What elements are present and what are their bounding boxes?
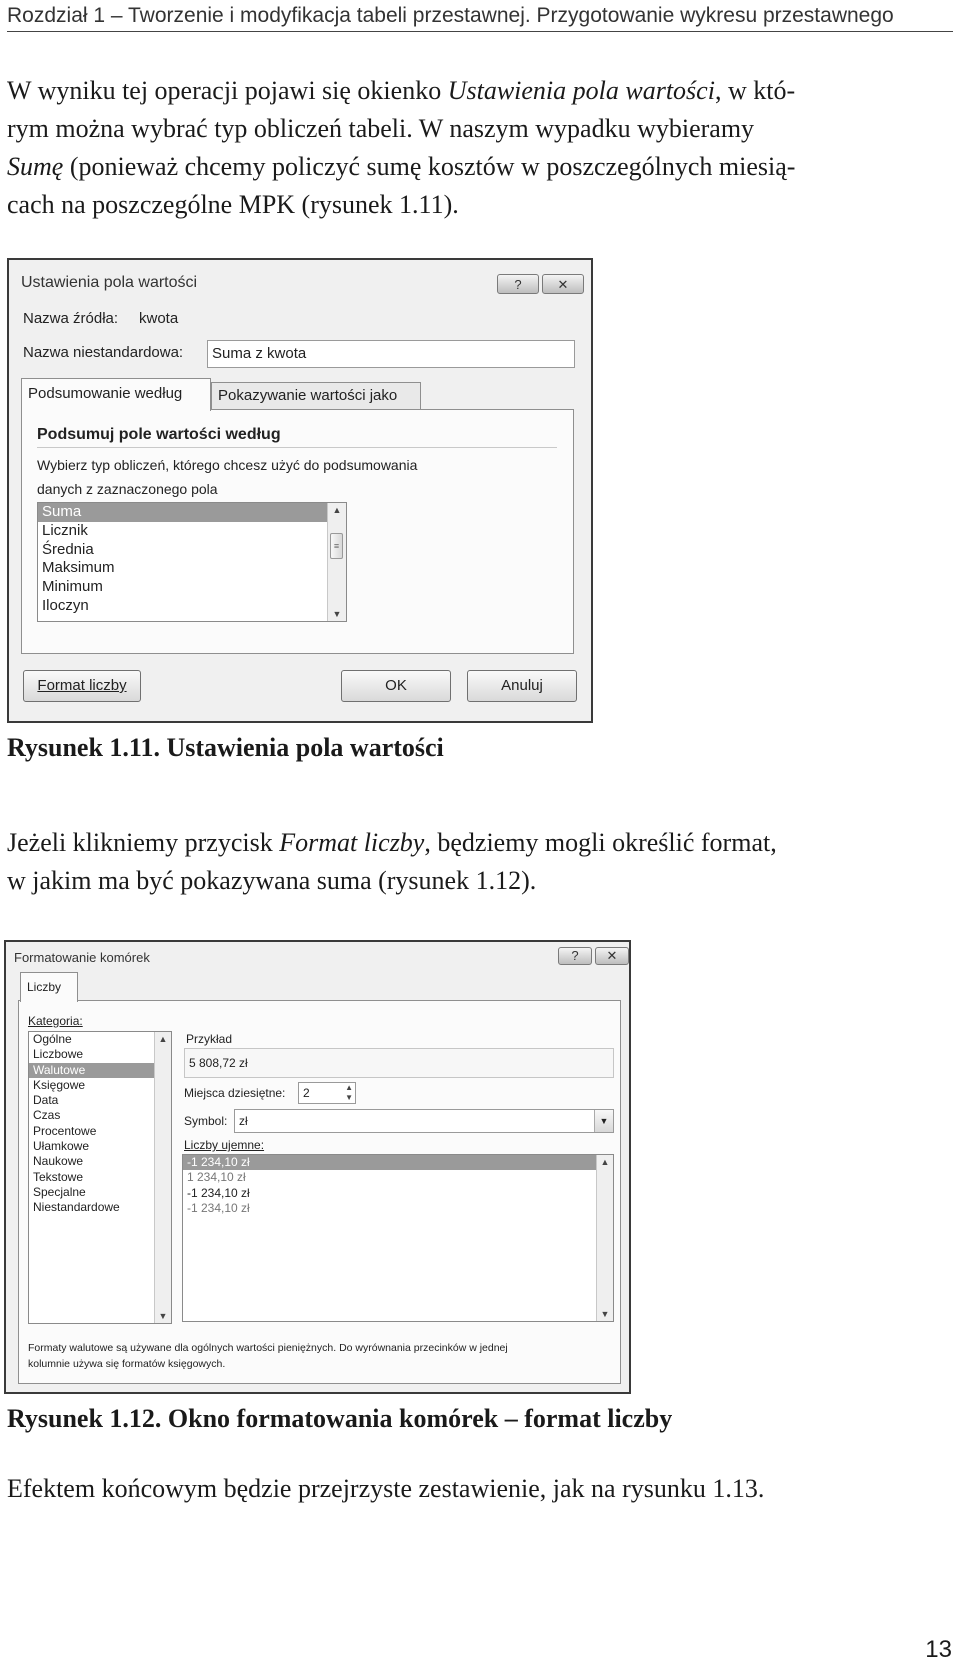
paragraph-format bbox=[7, 824, 953, 900]
scroll-down-icon[interactable]: ▼ bbox=[332, 609, 342, 619]
text-span: , będziemy mogli określić format, bbox=[424, 828, 777, 857]
source-name-label: Nazwa źródła: bbox=[23, 310, 119, 327]
figure-caption: Rysunek 1.12. Okno formatowania komórek – format liczby bbox=[7, 1404, 673, 1433]
list-item[interactable]: Liczbowe bbox=[33, 1047, 84, 1062]
format-description: Formaty walutowe są używane dla ogólnych wartości pieniężnych. Do wyrównania przecinków w jednej bbox=[28, 1342, 508, 1354]
sample-label: Przykład bbox=[186, 1032, 233, 1046]
text-span: (ponieważ chcemy policzyć sumę kosztów w poszczególnych miesią- bbox=[63, 152, 796, 181]
list-item[interactable]: Specjalne bbox=[33, 1184, 86, 1199]
tab-show-values-as[interactable]: Pokazywanie wartości jako bbox=[211, 382, 421, 409]
list-item[interactable]: Niestandardowe bbox=[33, 1200, 120, 1215]
list-item[interactable]: Naukowe bbox=[33, 1154, 84, 1169]
custom-name-input[interactable]: Suma z kwota bbox=[207, 340, 575, 368]
close-button[interactable]: ✕ bbox=[595, 947, 629, 965]
spinner-value: 2 bbox=[303, 1086, 310, 1100]
source-name-value: kwota bbox=[139, 310, 179, 327]
dialog-title: Ustawienia pola wartości bbox=[21, 274, 198, 291]
category-list[interactable] bbox=[28, 1031, 172, 1324]
dialog-title: Formatowanie komórek bbox=[14, 950, 150, 965]
scroll-down-icon[interactable]: ▼ bbox=[600, 1309, 610, 1319]
paragraph-line bbox=[7, 824, 953, 862]
header-rule bbox=[7, 31, 953, 32]
summary-function-list[interactable] bbox=[37, 502, 347, 622]
tab-numbers[interactable]: Liczby bbox=[20, 972, 78, 1002]
list-item[interactable]: Maksimum bbox=[42, 559, 115, 577]
emphasis-text: Ustawienia pola wartości bbox=[447, 76, 715, 105]
scroll-up-icon[interactable]: ▲ bbox=[158, 1034, 168, 1044]
list-item[interactable]: Tekstowe bbox=[33, 1169, 84, 1184]
list-item[interactable]: -1 234,10 zł bbox=[187, 1185, 250, 1200]
format-description: kolumnie używa się formatów księgowych. bbox=[28, 1358, 226, 1370]
description-text: danych z zaznaczonego pola bbox=[37, 481, 218, 497]
list-item[interactable]: Czas bbox=[33, 1108, 61, 1123]
sample-box: 5 808,72 zł bbox=[184, 1048, 614, 1078]
negative-numbers-label: Liczby ujemne: bbox=[184, 1138, 265, 1152]
text-span: Jeżeli klikniemy przycisk bbox=[7, 828, 280, 857]
tab-summarize-by[interactable]: Podsumowanie według bbox=[21, 378, 211, 411]
decimal-places-label: Miejsca dziesiętne: bbox=[184, 1086, 286, 1100]
scroll-thumb[interactable]: ≡ bbox=[330, 533, 343, 559]
list-item[interactable]: Suma bbox=[38, 503, 346, 522]
list-item[interactable]: Minimum bbox=[42, 578, 103, 596]
help-button[interactable]: ? bbox=[497, 274, 539, 294]
list-item[interactable]: Licznik bbox=[42, 521, 88, 539]
ok-button[interactable]: OK bbox=[341, 670, 451, 702]
negative-list-scrollbar[interactable] bbox=[596, 1155, 613, 1321]
custom-name-label: Nazwa niestandardowa: bbox=[23, 344, 184, 361]
list-item[interactable]: Data bbox=[33, 1093, 59, 1108]
description-text: Wybierz typ obliczeń, którego chcesz użyć do podsumowania bbox=[37, 457, 418, 473]
scroll-up-icon[interactable]: ▲ bbox=[332, 505, 342, 515]
number-format-button[interactable] bbox=[23, 670, 141, 702]
emphasis-text: Format liczby bbox=[279, 828, 425, 857]
list-item[interactable]: Księgowe bbox=[33, 1077, 86, 1092]
list-item[interactable]: -1 234,10 zł bbox=[183, 1155, 613, 1170]
list-item[interactable]: 1 234,10 zł bbox=[187, 1170, 246, 1185]
help-button[interactable]: ? bbox=[558, 947, 592, 965]
symbol-value: zł bbox=[239, 1114, 248, 1128]
scroll-down-icon[interactable]: ▼ bbox=[158, 1311, 168, 1321]
format-cells-dialog bbox=[4, 940, 631, 1394]
paragraph-line bbox=[7, 72, 953, 110]
page-number: 13 bbox=[925, 1636, 952, 1663]
value-field-settings-dialog bbox=[7, 258, 593, 723]
symbol-label: Symbol: bbox=[184, 1114, 228, 1128]
list-item[interactable]: Procentowe bbox=[33, 1123, 97, 1138]
scroll-up-icon[interactable]: ▲ bbox=[600, 1157, 610, 1167]
emphasis-text: Sumę bbox=[7, 152, 64, 181]
list-scrollbar[interactable] bbox=[327, 503, 346, 621]
list-item[interactable]: Ułamkowe bbox=[33, 1139, 90, 1154]
paragraph-line: w jakim ma być pokazywana suma (rysunek 1.12). bbox=[7, 866, 537, 895]
symbol-select[interactable] bbox=[234, 1109, 614, 1133]
chevron-down-icon[interactable]: ▼ bbox=[594, 1110, 613, 1132]
list-item[interactable]: Walutowe bbox=[29, 1063, 171, 1078]
text-span: , w któ- bbox=[714, 76, 796, 105]
category-scrollbar[interactable] bbox=[154, 1032, 171, 1323]
list-item[interactable]: Średnia bbox=[42, 540, 94, 558]
text-span: W wyniku tej operacji pojawi się okienko bbox=[7, 76, 448, 105]
figure-caption: Rysunek 1.11. Ustawienia pola wartości bbox=[7, 733, 444, 762]
paragraph-line: cach na poszczególne MPK (rysunek 1.11). bbox=[7, 190, 459, 219]
decimal-places-spinner[interactable] bbox=[298, 1082, 356, 1104]
running-header: Rozdział 1 – Tworzenie i modyfikacja tabeli przestawnej. Przygotowanie wykresu przestawnego bbox=[7, 4, 894, 27]
section-heading: Podsumuj pole wartości według bbox=[37, 426, 281, 443]
cancel-button[interactable]: Anuluj bbox=[467, 670, 577, 702]
category-label: Kategoria: bbox=[28, 1014, 83, 1028]
spinner-arrows-icon[interactable]: ▲ ▼ bbox=[345, 1083, 353, 1102]
button-label: Format liczby bbox=[37, 677, 127, 694]
paragraph-result: Efektem końcowym będzie przejrzyste zestawienie, jak na rysunku 1.13. bbox=[7, 1474, 765, 1503]
list-item[interactable]: Iloczyn bbox=[42, 596, 89, 614]
list-item[interactable]: -1 234,10 zł bbox=[187, 1200, 250, 1215]
list-item[interactable]: Ogólne bbox=[33, 1032, 72, 1046]
negative-numbers-list[interactable] bbox=[182, 1154, 614, 1322]
close-button[interactable]: ✕ bbox=[542, 274, 584, 294]
paragraph-line bbox=[7, 148, 953, 186]
section-divider bbox=[37, 447, 557, 448]
paragraph-intro bbox=[7, 72, 953, 224]
paragraph-line: rym można wybrać typ obliczeń tabeli. W naszym wypadku wybieramy bbox=[7, 114, 755, 143]
